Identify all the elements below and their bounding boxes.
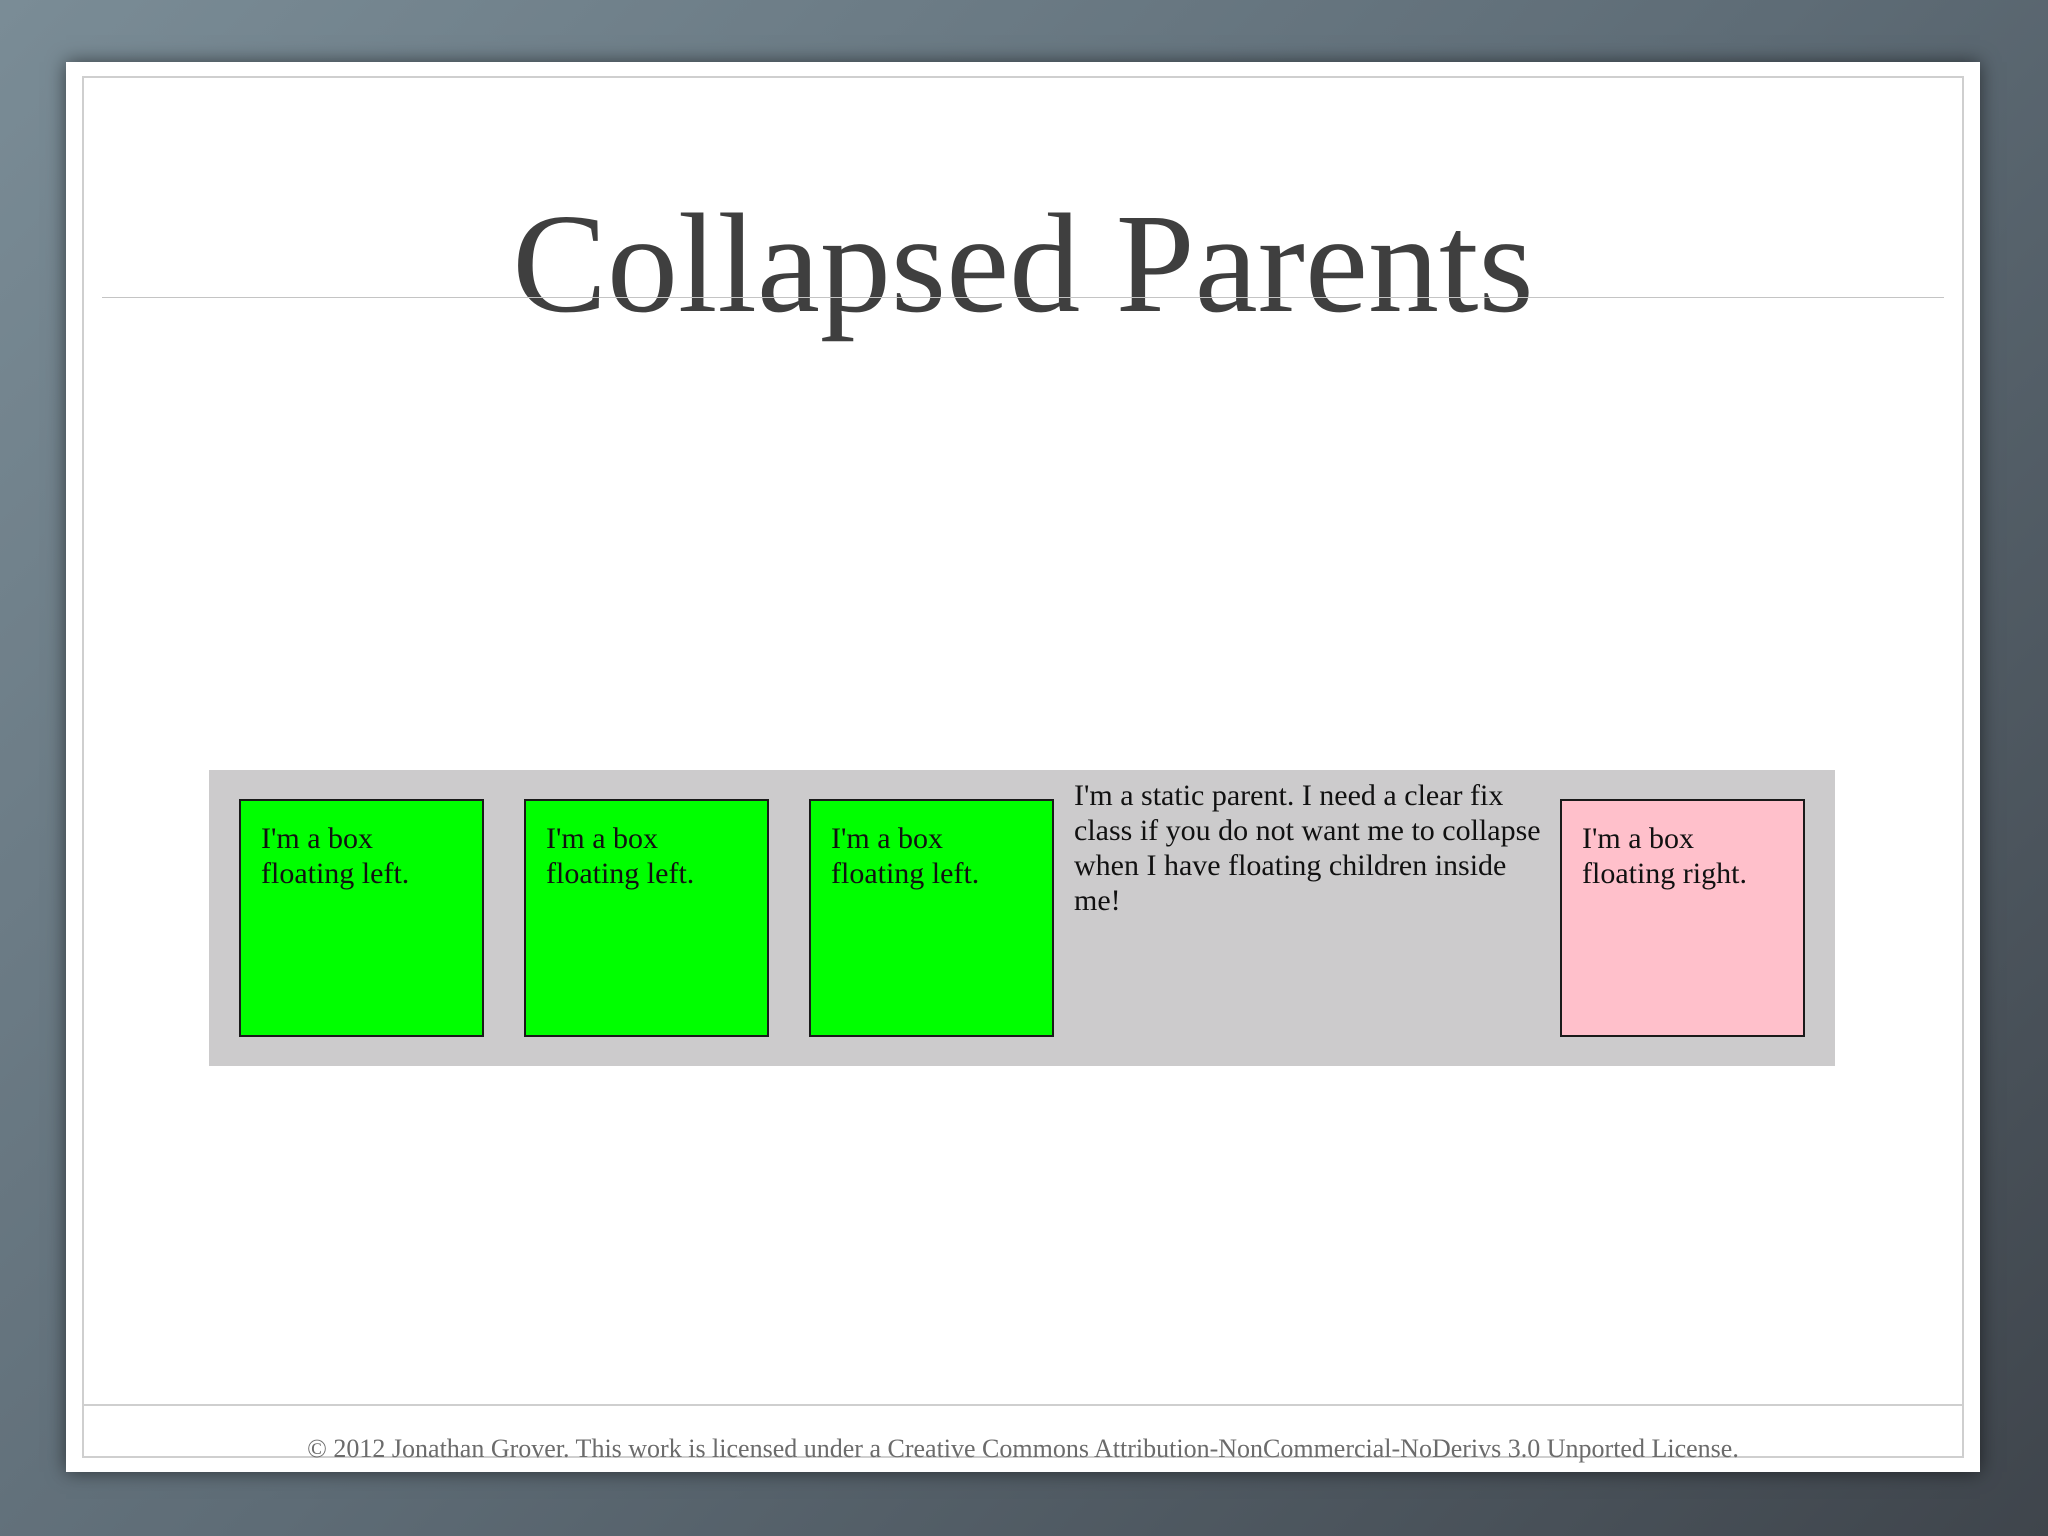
static-parent-container (209, 770, 1835, 1066)
static-parent-text: I'm a static parent. I need a clear fix class if you do not want me to collapse when I have floating children inside me! (1074, 779, 1541, 917)
slide-title: Collapsed Parents (512, 184, 1534, 342)
float-left-box-1: I'm a box floating left. (239, 799, 484, 1037)
footer-divider (82, 1404, 1964, 1406)
float-left-box-2: I'm a box floating left. (524, 799, 769, 1037)
slide (66, 62, 1980, 1472)
float-left-box-3: I'm a box floating left. (809, 799, 1054, 1037)
float-right-box: I'm a box floating right. (1560, 799, 1805, 1037)
title-divider (102, 297, 1944, 298)
license-footer: © 2012 Jonathan Grover. This work is licensed under a Creative Commons Attribution-NonCommercial-NoDerivs 3.0 Unported License. (307, 1434, 1739, 1463)
